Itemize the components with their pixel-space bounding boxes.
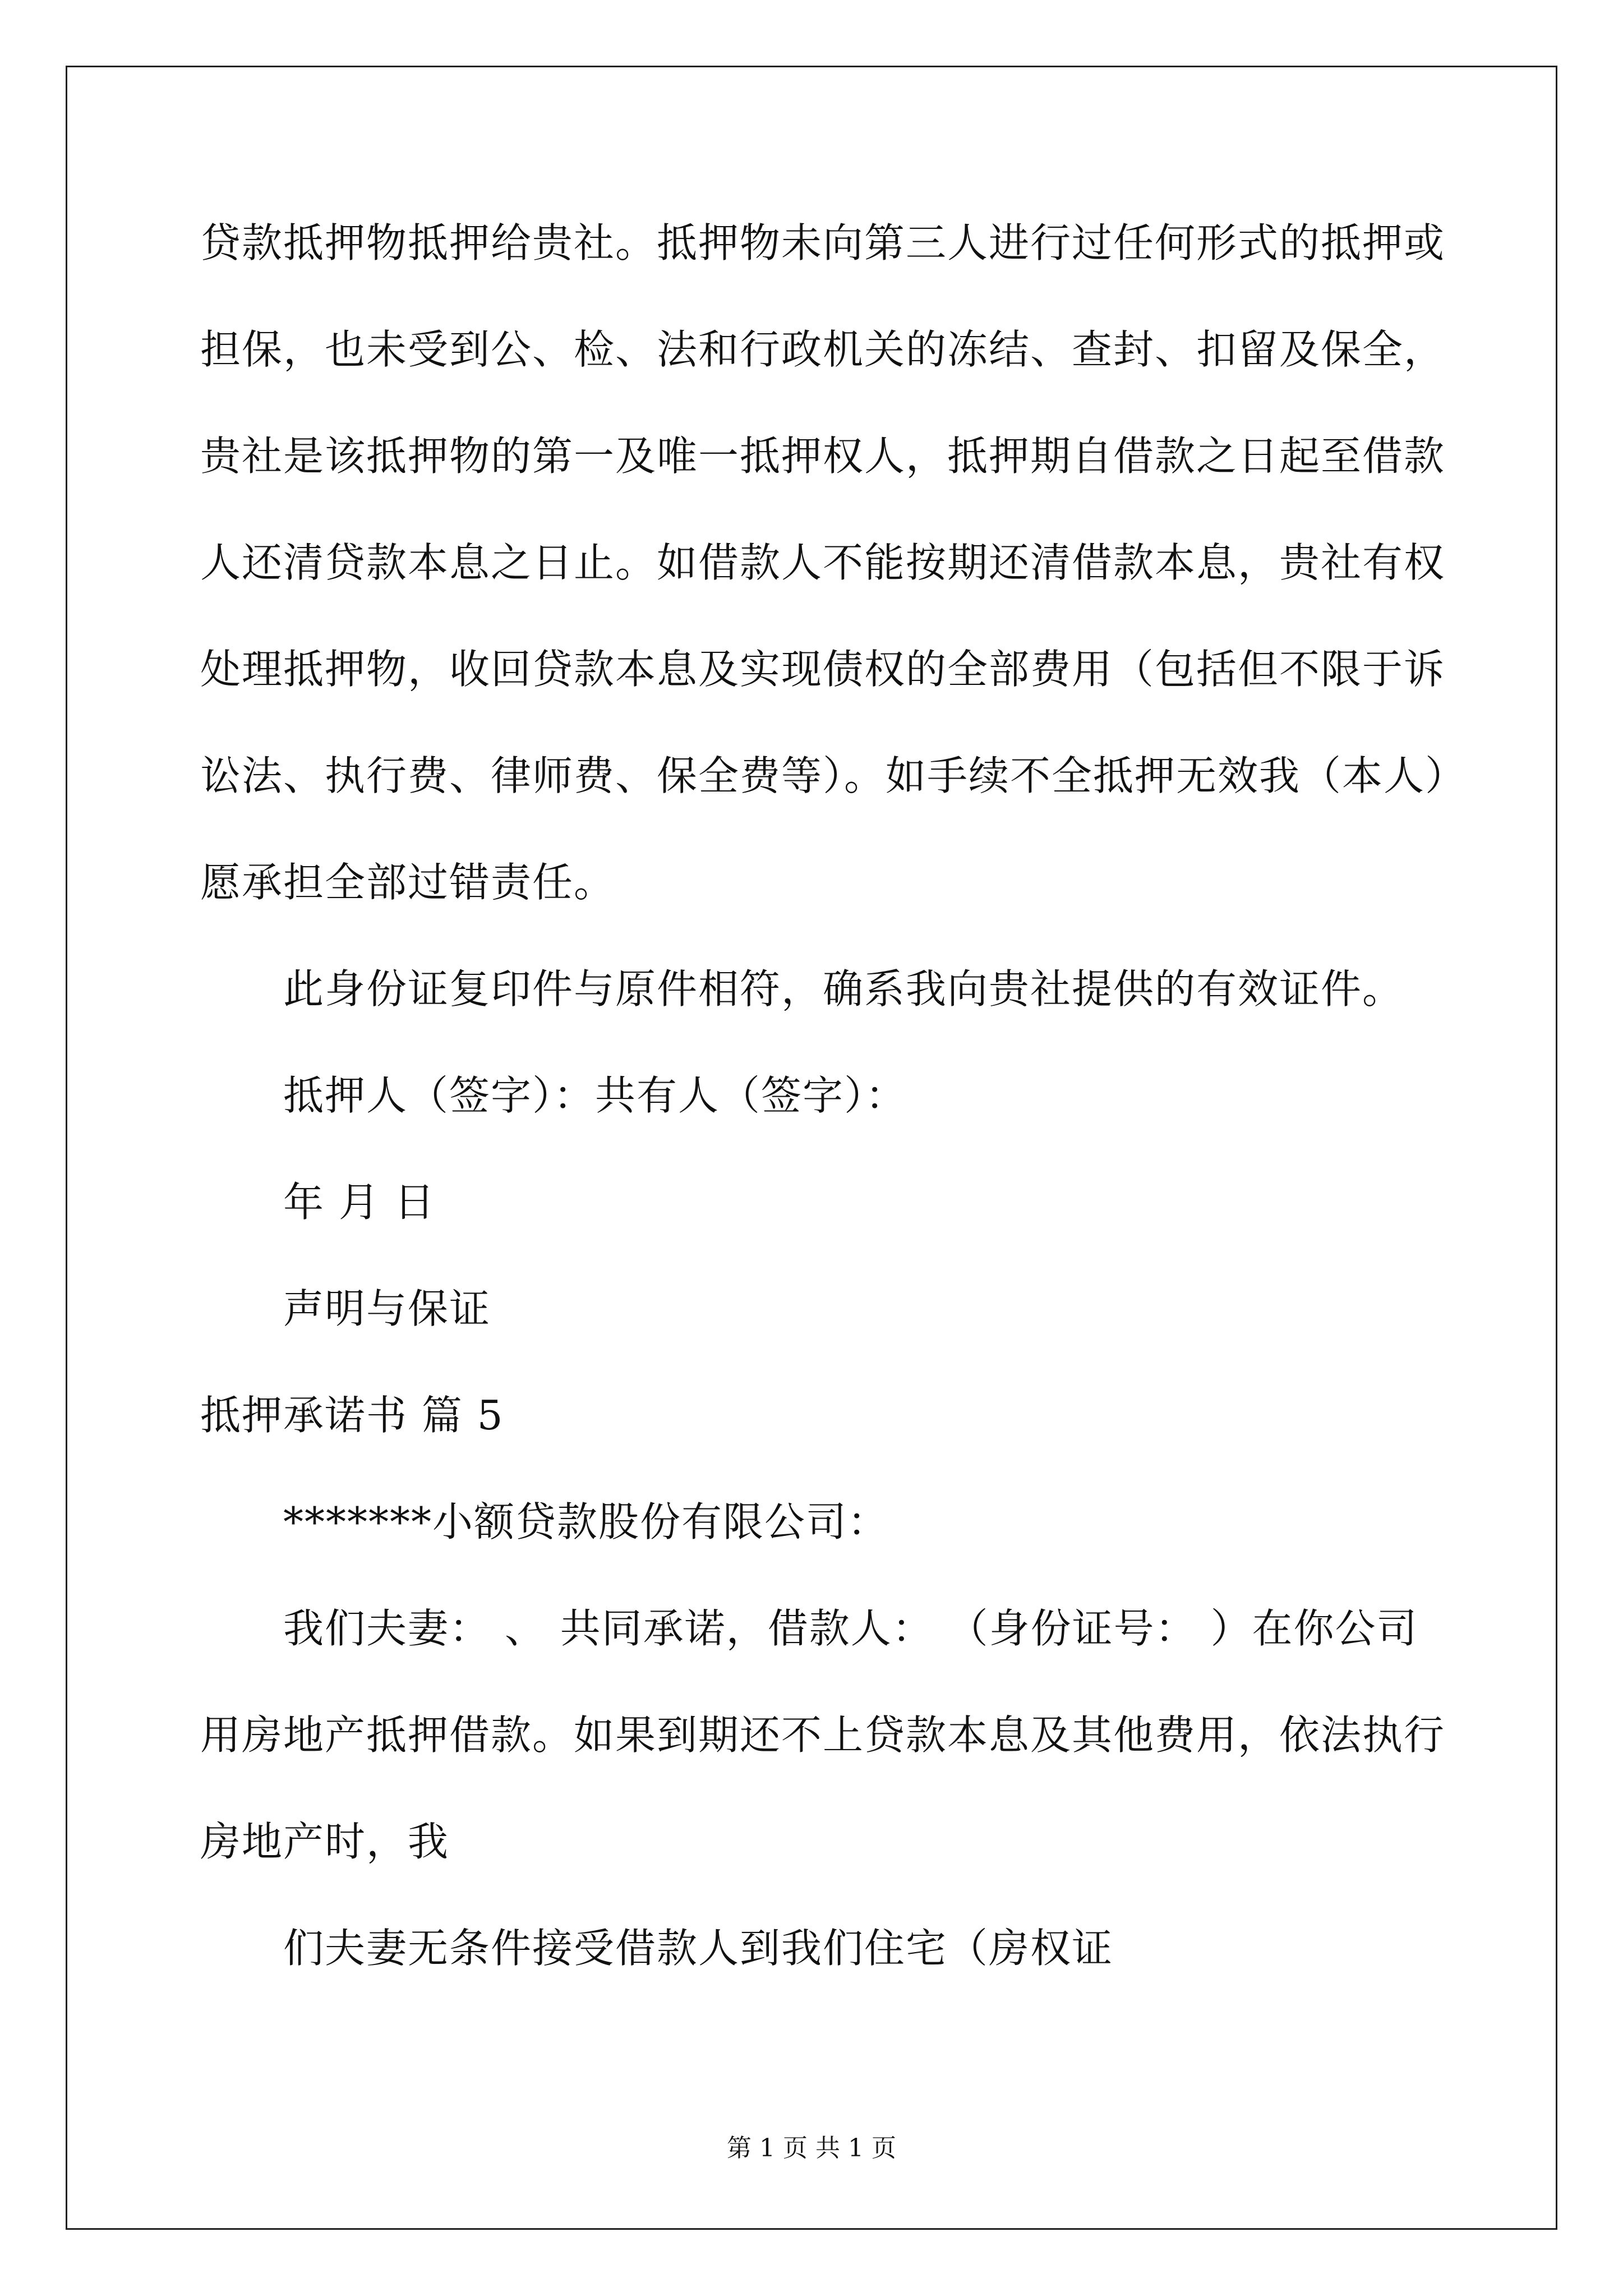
body-line-17: 们夫妻无条件接受借款人到我们住宅（房权证	[283, 1925, 1114, 1972]
date-line: 年 月 日	[283, 1179, 436, 1226]
body-line-14: 我们夫妻： 、 共同承诺，借款人： （身份证号： ）在你公司	[283, 1605, 1418, 1652]
body-line-1: 贷款抵押物抵押给贵社。抵押物未向第三人进行过任何形式的抵押或	[200, 219, 1446, 266]
body-line-4: 人还清贷款本息之日止。如借款人不能按期还清借款本息，贵社有权	[200, 539, 1446, 586]
signature-line: 抵押人（签字）：共有人（签字）：	[283, 1072, 907, 1119]
body-line-7: 愿承担全部过错责任。	[200, 859, 616, 906]
document-body	[200, 216, 1467, 2028]
addressee-line: *******小额贷款股份有限公司：	[283, 1498, 889, 1545]
body-line-6: 讼法、执行费、律师费、保全费等）。如手续不全抵押无效我（本人）	[200, 752, 1467, 799]
id-copy-statement: 此身份证复印件与原件相符，确系我向贵社提供的有效证件。	[283, 965, 1404, 1013]
body-line-5: 处理抵押物，收回贷款本息及实现债权的全部费用（包括但不限于诉	[200, 646, 1446, 693]
section-heading: 声明与保证	[283, 1285, 491, 1332]
document-title: 抵押承诺书 篇 5	[200, 1392, 504, 1439]
body-line-16: 房地产时，我	[200, 1818, 450, 1865]
body-line-3: 贵社是该抵押物的第一及唯一抵押权人，抵押期自借款之日起至借款	[200, 432, 1446, 480]
body-line-15: 用房地产抵押借款。如果到期还不上贷款本息及其他费用，依法执行	[200, 1711, 1446, 1759]
page-footer: 第 1 页 共 1 页	[727, 2134, 896, 2162]
body-line-2: 担保，也未受到公、检、法和行政机关的冻结、查封、扣留及保全，	[200, 326, 1446, 373]
